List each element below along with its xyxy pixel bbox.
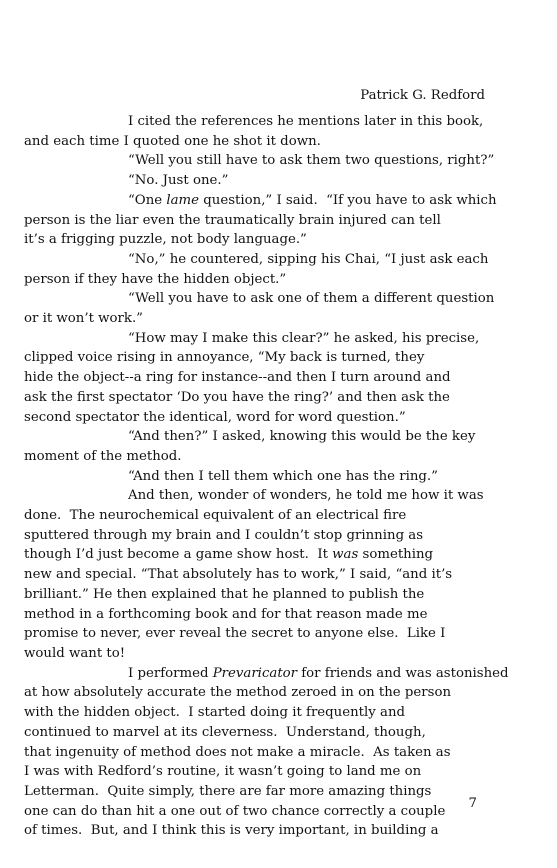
- text-line: moment of the method.: [24, 448, 182, 464]
- paragraph: [24, 329, 500, 428]
- text-line: “Well you have to ask one of them a different question: [128, 291, 495, 307]
- text-line: Letterman. Quite simply, there are far more amazing things: [24, 783, 432, 799]
- paragraph: [76, 467, 500, 487]
- text-line: new and special. “That absolutely has to work,” I said, “and it’s: [24, 567, 453, 583]
- page-number: 7: [468, 796, 477, 811]
- text-line: “And then I tell them which one has the ring.”: [128, 468, 438, 484]
- text-line: And then, wonder of wonders, he told me how it was: [128, 488, 484, 504]
- text-line: at how absolutely accurate the method zeroed in on the person: [24, 685, 452, 701]
- text-line: “No,” he countered, sipping his Chai, “I just ask each: [128, 251, 489, 267]
- text-line: “Well you still have to ask them two questions, right?”: [128, 153, 495, 169]
- text-line: of times. But, and I think this is very important, in building a: [24, 823, 439, 839]
- text-line: though I’d just become a game show host. It was something: [24, 547, 434, 563]
- paragraph: [24, 289, 500, 328]
- paragraph: [24, 486, 500, 663]
- text-line: promise to never, ever reveal the secret to anyone else. Like I: [24, 626, 446, 642]
- text-line: I cited the references he mentions later in this book,: [128, 114, 484, 129]
- text-line: “And then?” I asked, knowing this would be the key: [128, 429, 476, 445]
- text-line: it’s a frigging puzzle, not body language.”: [24, 232, 307, 248]
- paragraph: [24, 112, 500, 151]
- text-line: “One lame question,” I said. “If you have to ask which: [128, 192, 497, 208]
- paragraph: [24, 664, 509, 841]
- text-line: or it won’t work.”: [24, 311, 143, 327]
- paragraph: [76, 151, 500, 171]
- text-line: I performed Prevaricator for friends and was astonished: [128, 665, 509, 681]
- text-line: hide the object--a ring for instance--and then I turn around and: [24, 370, 451, 386]
- text-line: “No. Just one.”: [128, 173, 229, 189]
- text-line: with the hidden object. I started doing it frequently and: [24, 705, 406, 721]
- text-line: person is the liar even the traumatically brain injured can tell: [24, 212, 441, 228]
- paragraph: [24, 427, 500, 466]
- paragraph: [76, 171, 500, 191]
- text-line: done. The neurochemical equivalent of an electrical fire: [24, 508, 407, 524]
- running-header: Patrick G. Redford: [360, 88, 485, 103]
- text-line: one can do than hit a one out of two chance correctly a couple: [24, 803, 446, 819]
- paragraph: [24, 250, 500, 289]
- text-line: and each time I quoted one he shot it down.: [24, 133, 321, 149]
- text-line: continued to marvel at its cleverness. Understand, though,: [24, 724, 426, 740]
- text-line: brilliant.” He then explained that he planned to publish the: [24, 586, 425, 602]
- text-line: person if they have the hidden object.”: [24, 271, 287, 287]
- text-line: clipped voice rising in annoyance, “My back is turned, they: [24, 350, 425, 366]
- text-line: ask the first spectator ‘Do you have the ring?’ and then ask the: [24, 389, 450, 405]
- text-line: I was with Redford’s routine, it wasn’t going to land me on: [24, 764, 422, 780]
- text-line: method in a forthcoming book and for that reason made me: [24, 606, 428, 622]
- paragraph: [24, 191, 500, 250]
- text-line: that ingenuity of method does not make a miracle. As taken as: [24, 744, 451, 760]
- text-line: second spectator the identical, word for word question.”: [24, 409, 406, 425]
- text-line: sputtered through my brain and I couldn’t stop grinning as: [24, 527, 424, 543]
- body-text: [24, 112, 509, 841]
- text-line: “How may I make this clear?” he asked, his precise,: [128, 330, 480, 346]
- text-line: would want to!: [24, 645, 126, 661]
